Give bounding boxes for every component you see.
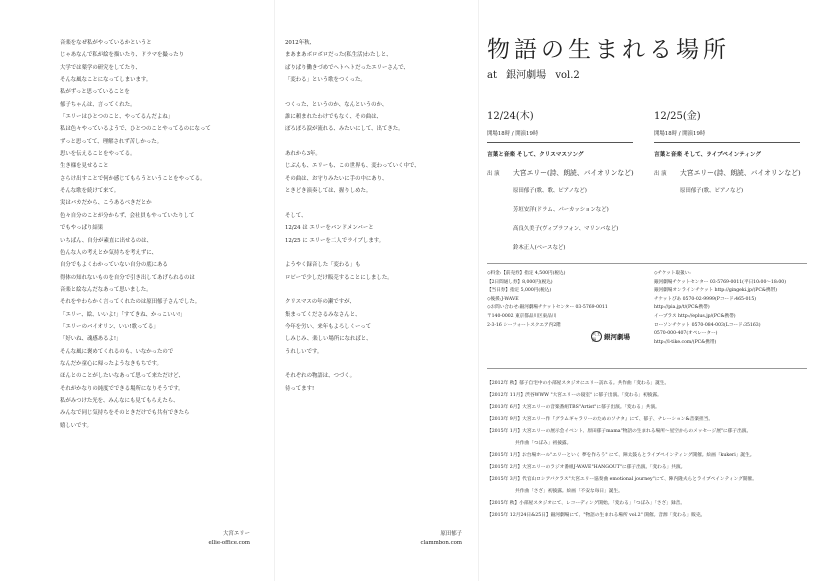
day1-cast-member: 高良久美子(ヴィブラフォン、マリンバなど) bbox=[513, 226, 619, 232]
day2-date: 12/25(金) bbox=[654, 111, 701, 122]
venue-logo bbox=[591, 331, 645, 342]
message-line: ロビーで少しだけ販売することにしました。 bbox=[285, 274, 393, 281]
ticket-info-line: 2-3-16 シーフォートスクエア内2階 bbox=[487, 322, 561, 328]
message-line: それをやわらかく言ってくれたのは原田郁子さんでした。 bbox=[60, 299, 201, 306]
ticket-outlet-line: イープラス http://eplus.jp/(PC&携帯) bbox=[654, 313, 736, 319]
message-line: 色々自分のことが分からず、会社員もやっていたりして bbox=[60, 212, 195, 219]
ellie-signature bbox=[160, 530, 250, 548]
message-line bbox=[285, 197, 465, 209]
day2-cast-label: 出 演 bbox=[654, 171, 667, 177]
message-line: そんな歌を続けて来て。 bbox=[60, 188, 120, 195]
message-line: 音楽と絵なんだなあって思いました。 bbox=[60, 286, 152, 293]
day1-date: 12/24(木) bbox=[487, 111, 534, 122]
fold-line bbox=[478, 0, 479, 581]
day2-cast-member: 大宮エリー(詩、朗読、バイオリンなど) bbox=[680, 169, 801, 177]
message-line: 私がみつけた光を、みんなにも見てもらえたら、 bbox=[60, 397, 179, 404]
day1-cast-member: 鈴木正人(ベースなど) bbox=[513, 245, 566, 251]
message-line: じぶんも、エリーも、この世界も、変わっていく中で、 bbox=[285, 163, 420, 170]
message-line: 得体の知れないものを自分で引き出してあげられるのは bbox=[60, 274, 195, 281]
history-item: 【2015年 1月】お台場ホール"エリーといく 夢を作ろう" にて、陣太鼓らとライブペインティング開催。絵画「kukeri」誕生。 bbox=[487, 453, 755, 458]
ticket-outlet-line: ローソンチケット 0570-084-003(Lコード:35163) bbox=[654, 322, 761, 328]
message-line: クリスマスの年の瀬ですが、 bbox=[285, 299, 355, 306]
ikuko-signature bbox=[370, 530, 462, 548]
message-line: うれしいです。 bbox=[285, 348, 323, 355]
info-rule bbox=[487, 263, 807, 264]
ticket-outlet-line: 銀河劇場チケットセンター 03-5769-0011(平日10:00〜18:00) bbox=[654, 279, 787, 285]
message-line: そんな風に褒めてくれるのも、いなかったので bbox=[60, 348, 174, 355]
message-line: 12/25 に エリーを二人でライブします。 bbox=[285, 237, 385, 244]
message-line: 思いを伝えることをやってる。 bbox=[60, 151, 136, 158]
fold-line bbox=[274, 0, 275, 581]
ticket-info-line: 【当日券】指定 5,000円(税込) bbox=[487, 288, 552, 294]
venue-at: at bbox=[487, 70, 497, 81]
message-line: 「エリーのバイオリン、いい!歌ってる」 bbox=[60, 323, 159, 330]
ikuko-signature-site[interactable]: clammbon.com bbox=[420, 540, 462, 546]
history-item: 共作曲「つぼみ」初披露。 bbox=[515, 441, 572, 446]
history-item: 【2013年 9月】大宮エリー作『グラムギャラリーのためのソナタ』にて、郁子、ナレーション&音楽担当。 bbox=[487, 417, 714, 422]
message-line: 2012年秋、 bbox=[285, 40, 315, 46]
message-line: 嬉しいです。 bbox=[60, 422, 92, 429]
message-line: さらけ出すことで何か感じてもらうということをやってる。 bbox=[60, 175, 206, 182]
day2-cast-row bbox=[654, 167, 801, 177]
message-line: 音楽をなぜ私がやっているかというと bbox=[60, 40, 152, 46]
ticket-outlet-line: http://pia.jp/t/(PC&携帯) bbox=[654, 305, 710, 311]
history-item: 【2015年 3月】代官山ロシアバクラス"大宮エリー協奏曲 emotional journey"にて、陣内隆夫らとライブペインティング開催。 bbox=[487, 477, 757, 482]
day2-time: 開場18時 / 開演19時 bbox=[654, 131, 706, 137]
message-line: あれから3年。 bbox=[285, 151, 321, 158]
message-line bbox=[285, 86, 465, 98]
history-item: 【2015年 1月】大宮エリーの展示会イベント、原田郁子mama"物語の生まれる場所〜星空からのメッセージ展"に郁子出演。 bbox=[487, 429, 752, 434]
message-line: 私がずっと思っていることを bbox=[60, 89, 130, 96]
message-line bbox=[285, 136, 465, 148]
message-line: でもやっぱり結果 bbox=[60, 225, 104, 232]
message-line: それがかなりの純度でできる場所になりそうです。 bbox=[60, 385, 184, 392]
message-line: しみじみ、楽しい場所になればと、 bbox=[285, 336, 372, 343]
message-line: 私は色々やっているようで、ひとつのことやってるのになって bbox=[60, 126, 211, 133]
ticket-info bbox=[487, 270, 608, 330]
message-line: 郁子ちゃんは、言ってくれた。 bbox=[60, 101, 136, 108]
day1-cast-member: 原田郁子(歌、歌、ピアノなど) bbox=[513, 188, 587, 194]
day1-time: 開場18時 / 開演19時 bbox=[487, 131, 539, 137]
day2-rule bbox=[654, 142, 800, 143]
message-line: 生き様を見せること bbox=[60, 163, 109, 170]
day1-program: 言葉と音楽 そして、クリスマスソング bbox=[487, 152, 584, 158]
ticket-outlet-line: ◇チケット取扱い: bbox=[654, 271, 691, 276]
message-line: その曲は、お守りみたいに手の中にあり、 bbox=[285, 175, 388, 182]
venue-logo-mark: 天王洲 bbox=[592, 330, 601, 342]
message-line: ときどき演奏しては、握りしめた。 bbox=[285, 188, 372, 195]
message-line: ぱりぱり働きづめでヘトヘトだったエリーさんで、 bbox=[285, 64, 409, 71]
ticket-info-line: 〒140-0002 東京都品川区東品川 bbox=[487, 313, 557, 319]
history-rule bbox=[487, 368, 807, 369]
day1-cast-member: 芳垣安洋(ドラム、パーカッションなど) bbox=[513, 207, 609, 213]
history-list bbox=[487, 378, 807, 522]
venue-vol: vol.2 bbox=[555, 70, 580, 81]
day1-rule bbox=[487, 142, 633, 143]
history-item: 【2015年 12月24日&25日】銀河劇場にて、"物語の生まれる場所 vol.2" 開催。音源「変わる」販売。 bbox=[487, 513, 706, 518]
message-line: ほんとのことがしたいなあって思って来ただけど、 bbox=[60, 373, 184, 380]
day2-cast-member: 原田郁子(歌、ピアノなど) bbox=[680, 188, 744, 194]
message-line: ぽろぽろ涙が流れる、みたいにして、出てきた。 bbox=[285, 126, 404, 133]
message-line: 誰に頼まれたわけでもなく、その曲は、 bbox=[285, 114, 382, 121]
history-item: 【2012年 秋】郁子自宅中の小部屋スタジオにエリー訪れる。共作曲「変わる」誕生。 bbox=[487, 381, 670, 386]
message-line: 自分でもよくわかっていない自分の底にある bbox=[60, 262, 168, 269]
ticket-outlet-line: http://l-tike.com/(PC&携帯) bbox=[654, 339, 717, 345]
ticket-info-line: ◇お問い合わせ:銀河劇場チケットセンター 03-5769-0011 bbox=[487, 305, 608, 311]
message-line bbox=[285, 247, 465, 259]
message-line: 「好いね、魂感あるよ!」 bbox=[60, 336, 122, 343]
ticket-info-line: 【2日間通し券】8,000円(税込) bbox=[487, 279, 553, 285]
message-line: 色んな人の考えとか気持ちを考えずに、 bbox=[60, 249, 158, 256]
message-line: そんな風なことになってしまいます。 bbox=[60, 77, 152, 84]
message-line: それぞれの物語は、つづく。 bbox=[285, 373, 355, 380]
ticket-outlets bbox=[654, 270, 786, 347]
message-line: 集まってくださるみなさんと、 bbox=[285, 311, 361, 318]
day1-cast-member: 大宮エリー(詩、朗読、バイオリンなど) bbox=[513, 169, 634, 177]
message-line: 待ってます! bbox=[285, 385, 315, 392]
ellie-message bbox=[60, 37, 250, 432]
history-item: 【2012年 11月】渋谷WWW "大宮エリーの寝室" に郁子出演。「変わる」初披露。 bbox=[487, 393, 662, 398]
message-line: そして、 bbox=[285, 212, 307, 219]
history-item: 共作曲「さざ」初披露。絵画「不安な毎日」誕生。 bbox=[515, 489, 623, 494]
ikuko-signature-name: 原田郁子 bbox=[440, 531, 462, 537]
message-line: なんだか童心に帰ったようなきもちです。 bbox=[60, 360, 162, 367]
message-line: ようやく録音した「変わる」も bbox=[285, 262, 361, 269]
message-line: まあまあボロボロだった(私生活)わたしと、 bbox=[285, 52, 392, 59]
ticket-outlet-line: 0570-000-407(オペレーター) bbox=[654, 331, 718, 337]
event-title: 物語の生まれる場所 bbox=[487, 37, 730, 63]
venue-name: 銀河劇場 bbox=[506, 70, 547, 81]
day1-cast-row bbox=[487, 167, 634, 177]
history-item: 【2015年 秋】小部屋スタジオにて、レコーディング開始。「変わる」「つぼみ」「さざ」録音。 bbox=[487, 501, 686, 506]
message-line: 実はバカだから、こうあるべきだとか bbox=[60, 200, 152, 207]
ellie-signature-site[interactable]: ellie-office.com bbox=[208, 540, 250, 546]
history-item: 【2015年 2月】大宮エリーのラジオ番組J-WAVE"HANGOUT"に郁子出演。「変わる」共演。 bbox=[487, 465, 686, 470]
event-venue bbox=[487, 70, 586, 82]
message-line: 12/24 は エリーをバンドメンバーと bbox=[285, 225, 374, 232]
ikuko-message bbox=[285, 37, 465, 395]
message-line bbox=[285, 358, 465, 370]
ticket-info-line: ◇後援:J-WAVE bbox=[487, 296, 519, 302]
message-line: 大学では薬学の研究をしてたり、 bbox=[60, 64, 141, 71]
ticket-outlet-line: 銀河劇場オンラインチケット http://gingeki.jp/(PC&携帯) bbox=[654, 288, 777, 294]
message-line: いちばん、自分が素直に出せるのは、 bbox=[60, 237, 152, 244]
message-line: じゃあなんで私が絵を描いたり、ドラマを撮ったり bbox=[60, 52, 184, 59]
message-line: 「変わる」という歌をつくった。 bbox=[285, 77, 366, 84]
day2-program: 言葉と音楽 そして、ライブペインティング bbox=[654, 152, 761, 158]
message-line bbox=[285, 284, 465, 296]
message-line: 「エリー、絵、いいよ!」「すてきね、かっこいい!」 bbox=[60, 311, 186, 318]
ticket-outlet-line: チケットぴあ 0570-02-9999(Pコード:465-015) bbox=[654, 296, 757, 302]
history-item: 【2013年 6月】大宮エリーの音楽番組TBS"Artist"に郁子出演。「変わる」共演。 bbox=[487, 405, 660, 410]
day1-cast-label: 出 演 bbox=[487, 171, 500, 177]
message-line: 「エリーはひとつのこと、やってるんだよね」 bbox=[60, 114, 174, 121]
message-line: ずっと思ってて、理解されず苦しかった。 bbox=[60, 138, 162, 145]
message-line: つくった、というのか、なんというのか、 bbox=[285, 101, 388, 108]
ellie-signature-name: 大宮エリー bbox=[223, 531, 250, 537]
message-line: みんなで同じ気持ちをそのときだけでも共有できたら bbox=[60, 410, 190, 417]
venue-logo-name: 銀河劇場 bbox=[604, 333, 630, 341]
ticket-info-line: ◇料金:【前売券】指定 4,500円(税込) bbox=[487, 271, 566, 276]
message-line: 今年を労い、来年もよろしくーって bbox=[285, 323, 372, 330]
